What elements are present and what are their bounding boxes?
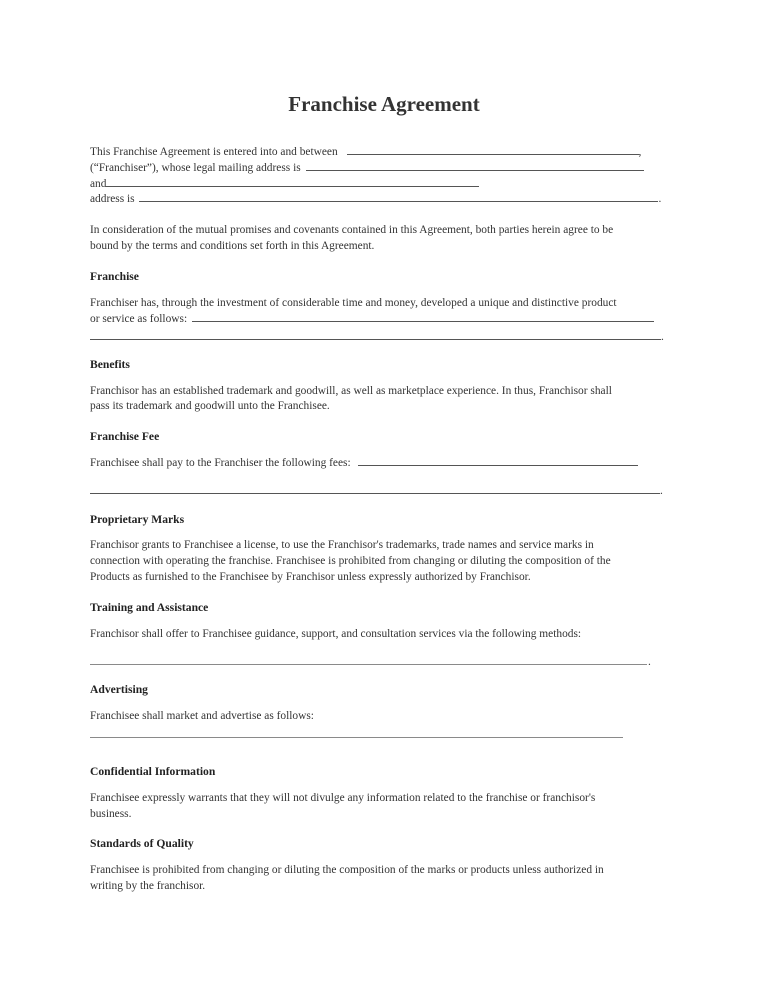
training-line-1: Franchisor shall offer to Franchisee guidance, support, and consultation services via the following methods: (90, 628, 582, 640)
document-title: Franchise Agreement (288, 92, 480, 116)
training-methods-blank[interactable] (90, 664, 647, 665)
intro-text-2: (“Franchiser”), whose legal mailing address is (90, 162, 301, 174)
intro-text-1: This Franchise Agreement is entered into and between (90, 146, 338, 158)
confidential-line-1: Franchisee expressly warrants that they will not divulge any information related to the franchise or franchisor's (90, 792, 596, 804)
proprietary-marks-heading: Proprietary Marks (90, 513, 185, 526)
fees-blank-2[interactable] (90, 493, 660, 494)
benefits-heading: Benefits (90, 358, 130, 371)
proprietary-marks-line-3: Products as furnished to the Franchisee by Franchisor unless expressly authorized by Franchisor. (90, 571, 531, 583)
franchiser-address-blank[interactable] (306, 161, 644, 171)
intro-text-4: address is (90, 193, 135, 205)
fees-blank[interactable] (358, 456, 638, 466)
intro-line-3 (90, 176, 479, 192)
franchise-text-2: or service as follows: (90, 313, 188, 325)
intro-line-1 (90, 144, 641, 160)
quality-line-1: Franchisee is prohibited from changing or diluting the composition of the marks or products unless authorized in (90, 864, 604, 876)
confidential-heading: Confidential Information (90, 765, 216, 778)
advertising-heading: Advertising (90, 683, 148, 696)
franchise-fee-text-1: Franchisee shall pay to the Franchiser the following fees: (90, 457, 351, 469)
franchise-fee-line-1 (90, 455, 638, 471)
advertising-line-1: Franchisee shall market and advertise as follows: (90, 710, 314, 722)
franchise-line-2 (90, 311, 654, 327)
party-one-blank[interactable] (347, 145, 639, 155)
intro-line-2 (90, 160, 644, 176)
franchisee-address-blank[interactable] (139, 192, 658, 202)
franchise-punct: . (661, 331, 664, 343)
proprietary-marks-line-2: connection with operating the franchise. Franchisee is prohibited from changing or diluting the composition of the (90, 555, 611, 567)
consideration-line-1: In consideration of the mutual promises and covenants contained in this Agreement, both parties herein agree to be (90, 224, 614, 236)
proprietary-marks-line-1: Franchisor grants to Franchisee a license, to use the Franchisor's trademarks, trade names and service marks in (90, 539, 594, 551)
consideration-line-2: bound by the terms and conditions set forth in this Agreement. (90, 240, 375, 252)
benefits-line-1: Franchisor has an established trademark and goodwill, as well as marketplace experience. In thus, Franchisor shall (90, 385, 612, 397)
intro-line-4 (90, 191, 661, 207)
intro-punct-1: , (638, 146, 642, 158)
product-description-blank[interactable] (192, 312, 654, 322)
quality-heading: Standards of Quality (90, 837, 194, 850)
training-punct: . (648, 656, 651, 668)
training-heading: Training and Assistance (90, 601, 209, 614)
benefits-line-2: pass its trademark and goodwill unto the Franchisee. (90, 400, 330, 412)
intro-punct-4: . (658, 193, 662, 205)
quality-line-2: writing by the franchisor. (90, 880, 206, 892)
confidential-line-2: business. (90, 808, 132, 820)
franchise-fee-heading: Franchise Fee (90, 430, 160, 443)
advertising-methods-blank[interactable] (90, 737, 623, 738)
franchise-fee-punct: . (660, 485, 663, 497)
product-description-blank-2[interactable] (90, 339, 661, 340)
franchise-heading: Franchise (90, 270, 139, 283)
party-two-blank[interactable] (106, 177, 479, 187)
intro-text-3: and (90, 178, 107, 190)
franchise-line-1: Franchiser has, through the investment of considerable time and money, developed a unique and distinctive product (90, 297, 617, 309)
